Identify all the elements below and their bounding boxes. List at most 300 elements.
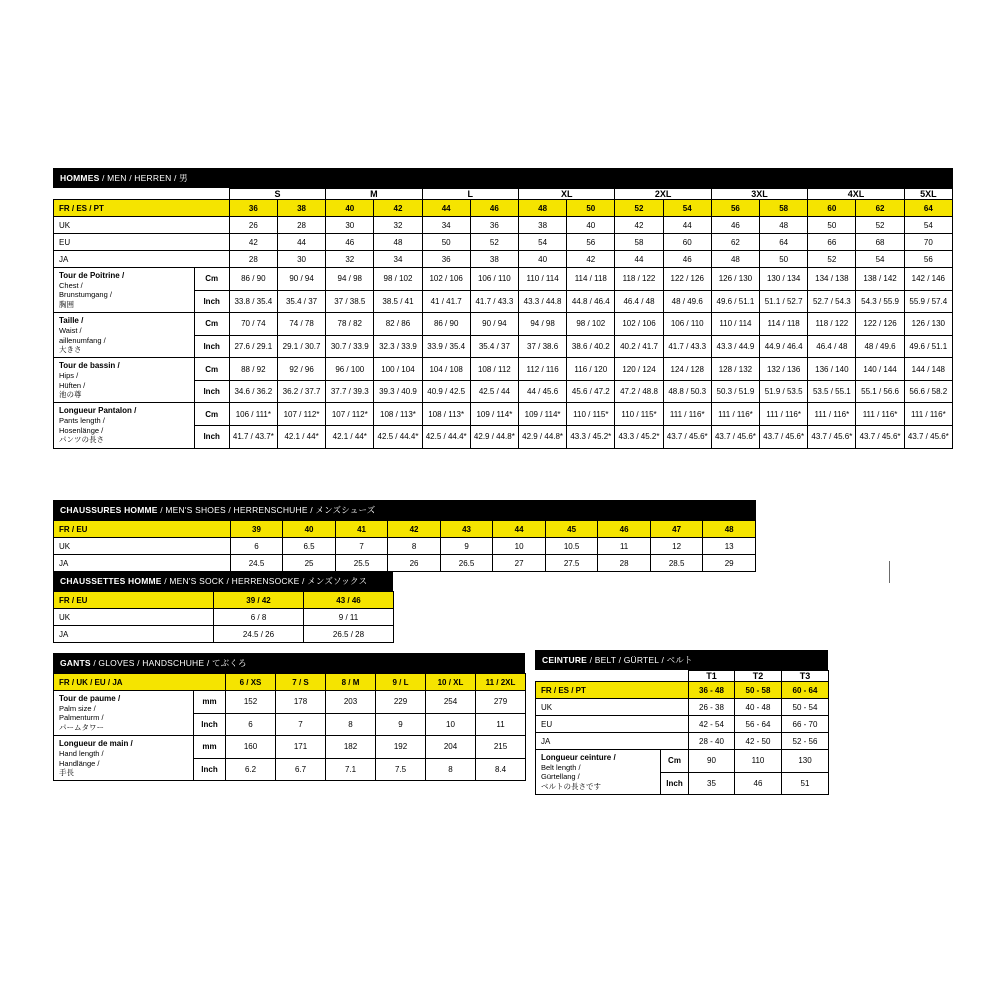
measure-line: Tour de paume / <box>59 694 121 703</box>
cell: 42.5 / 44 <box>470 380 518 403</box>
cell: 46 <box>663 251 711 268</box>
cell: 104 / 108 <box>422 358 470 381</box>
cell: 114 / 118 <box>760 313 808 336</box>
cell: 114 / 118 <box>567 268 615 291</box>
belt-column-t3: T3 <box>782 671 829 682</box>
cell: 6 / XS <box>226 674 276 691</box>
cell: 111 / 116* <box>808 403 856 426</box>
cell: 130 <box>782 750 829 773</box>
size-group-2xl: 2XL <box>615 189 711 200</box>
unit-mm: mm <box>194 736 226 759</box>
cell: 27.5 <box>545 555 598 572</box>
cell: 6 / 8 <box>214 609 304 626</box>
men-title-bold: HOMMES <box>60 173 100 183</box>
cell: 56 <box>711 200 759 217</box>
cell: 96 / 100 <box>326 358 374 381</box>
cell: 11 <box>476 713 526 736</box>
measure-label-belt-length <box>536 750 661 795</box>
cell: 39 <box>230 521 283 538</box>
cell: 112 / 116 <box>518 358 566 381</box>
cell: 43.7 / 45.6* <box>663 425 711 448</box>
measure-line: Tour de bassin / <box>59 361 120 371</box>
cell: 70 <box>904 234 952 251</box>
measure-line: Handlänge / <box>59 758 100 768</box>
gloves-size-table <box>53 673 526 781</box>
cell: 118 / 122 <box>615 268 663 291</box>
cell: 46 <box>735 772 782 795</box>
men-section-header <box>53 168 953 188</box>
cell: 94 / 98 <box>518 313 566 336</box>
row-label-uk: UK <box>54 538 231 555</box>
size-group-l: L <box>422 189 518 200</box>
cell: 6.7 <box>276 758 326 781</box>
cell: 40 <box>326 200 374 217</box>
cell: 42.1 / 44* <box>277 425 325 448</box>
row-label-gloves-sizes: FR / UK / EU / JA <box>54 674 226 691</box>
cell: 64 <box>904 200 952 217</box>
shoes-section-header <box>53 500 756 520</box>
cell: 30 <box>277 251 325 268</box>
spacer <box>54 189 195 200</box>
cell: 50 <box>808 217 856 234</box>
size-group-m: M <box>326 189 422 200</box>
measure-line: 胸囲 <box>59 299 74 309</box>
row-label-uk: UK <box>54 217 230 234</box>
cell: 110 / 115* <box>615 403 663 426</box>
cell: 110 <box>735 750 782 773</box>
cell: 54.3 / 55.9 <box>856 290 904 313</box>
cell: 138 / 142 <box>856 268 904 291</box>
measure-label-pants-length <box>54 403 195 448</box>
cell: 12 <box>650 538 703 555</box>
cell: 111 / 116* <box>760 403 808 426</box>
belt-title-bold: CEINTURE <box>542 655 588 665</box>
cell: 109 / 114* <box>470 403 518 426</box>
cell: 48 <box>703 521 756 538</box>
cell: 55.9 / 57.4 <box>904 290 952 313</box>
cell: 110 / 114 <box>518 268 566 291</box>
cell: 10 <box>493 538 546 555</box>
gloves-section <box>53 653 525 781</box>
measure-line: Hosenlänge / <box>59 425 104 435</box>
cell: 107 / 112* <box>326 403 374 426</box>
measure-line: ベルトの長さです <box>541 781 601 791</box>
cell: 38 <box>470 251 518 268</box>
cell: 37.7 / 39.3 <box>326 380 374 403</box>
cell: 7 <box>276 713 326 736</box>
cell: 30 <box>326 217 374 234</box>
socks-section-header <box>53 571 393 591</box>
cell: 45 <box>545 521 598 538</box>
size-group-3xl: 3XL <box>711 189 807 200</box>
cell: 44.8 / 46.4 <box>567 290 615 313</box>
cell: 46 <box>711 217 759 234</box>
cell: 48 / 49.6 <box>663 290 711 313</box>
measure-line: Gürtellang / <box>541 772 580 782</box>
cell: 66 - 70 <box>782 716 829 733</box>
cell: 52.7 / 54.3 <box>808 290 856 313</box>
cell: 36.2 / 37.7 <box>277 380 325 403</box>
row-label-ja: JA <box>54 555 231 572</box>
cell: 122 / 126 <box>856 313 904 336</box>
cell: 42 <box>567 251 615 268</box>
cell: 178 <box>276 691 326 714</box>
cell: 102 / 106 <box>422 268 470 291</box>
cell: 39.3 / 40.9 <box>374 380 422 403</box>
cell: 37 / 38.6 <box>518 335 566 358</box>
cell: 39 / 42 <box>214 592 304 609</box>
measure-line: Longueur Pantalon / <box>59 406 137 416</box>
cell: 28.5 <box>650 555 703 572</box>
cell: 34 <box>374 251 422 268</box>
cell: 43.7 / 45.6* <box>904 425 952 448</box>
cell: 204 <box>426 736 476 759</box>
table-row <box>54 358 953 381</box>
table-row <box>54 555 756 572</box>
cell: 49.6 / 51.1 <box>904 335 952 358</box>
unit-cm: Cm <box>194 268 229 291</box>
cell: 128 / 132 <box>711 358 759 381</box>
gloves-section-header <box>53 653 525 673</box>
cell: 48.8 / 50.3 <box>663 380 711 403</box>
cell: 43.7 / 45.6* <box>760 425 808 448</box>
cell: 116 / 120 <box>567 358 615 381</box>
table-row <box>54 674 526 691</box>
table-row <box>54 691 526 714</box>
cell: 51.9 / 53.5 <box>760 380 808 403</box>
measure-line: パームタワー <box>59 722 104 732</box>
cell: 74 / 78 <box>277 313 325 336</box>
cell: 254 <box>426 691 476 714</box>
table-row <box>54 268 953 291</box>
cell: 94 / 98 <box>326 268 374 291</box>
cell: 46 <box>326 234 374 251</box>
cell: 32 <box>374 217 422 234</box>
cell: 110 / 115* <box>567 403 615 426</box>
table-row <box>54 217 953 234</box>
size-group-4xl: 4XL <box>808 189 904 200</box>
socks-section <box>53 571 393 643</box>
spacer <box>536 671 661 682</box>
cell: 52 <box>856 217 904 234</box>
measure-line: Tour de Poitrine / <box>59 271 125 280</box>
cell: 30.7 / 33.9 <box>326 335 374 358</box>
cell: 6 <box>226 713 276 736</box>
cell: 43.3 / 45.2* <box>615 425 663 448</box>
cell: 106 / 110 <box>663 313 711 336</box>
row-label-fr-eu: FR / EU <box>54 521 231 538</box>
row-label-ja: JA <box>54 626 214 643</box>
size-group-s: S <box>229 189 325 200</box>
socks-size-table <box>53 591 394 643</box>
socks-title-bold: CHAUSSETTES HOMME <box>60 576 162 586</box>
belt-column-header-row <box>536 671 829 682</box>
cell: 10 / XL <box>426 674 476 691</box>
cell: 42 <box>374 200 422 217</box>
cell: 47 <box>650 521 703 538</box>
cell: 126 / 130 <box>711 268 759 291</box>
measure-label-chest <box>54 268 195 313</box>
table-row <box>536 750 829 773</box>
cell: 43.3 / 44.9 <box>711 335 759 358</box>
cell: 36 - 48 <box>689 682 735 699</box>
cell: 44 <box>663 217 711 234</box>
cell: 82 / 86 <box>374 313 422 336</box>
row-label-fr: FR / ES / PT <box>536 682 689 699</box>
cell: 26.5 / 28 <box>304 626 394 643</box>
measure-line: Longueur de main / <box>59 739 133 749</box>
measure-line: aillenumfang / <box>59 335 106 345</box>
cell: 111 / 116* <box>663 403 711 426</box>
cell: 144 / 148 <box>904 358 952 381</box>
cell: 41.7 / 43.7* <box>229 425 277 448</box>
page-mark <box>889 561 890 583</box>
row-label-uk: UK <box>536 699 689 716</box>
measure-line: パンツの長さ <box>59 435 104 445</box>
cell: 42.1 / 44* <box>326 425 374 448</box>
measure-line: Pants length / <box>59 416 105 426</box>
unit-cm: Cm <box>194 358 229 381</box>
cell: 36 <box>229 200 277 217</box>
measure-label-hips <box>54 358 195 403</box>
cell: 44 <box>493 521 546 538</box>
cell: 40.9 / 42.5 <box>422 380 470 403</box>
cell: 43.7 / 45.6* <box>808 425 856 448</box>
cell: 7 <box>335 538 388 555</box>
row-label-eu: EU <box>536 716 689 733</box>
cell: 50 <box>422 234 470 251</box>
cell: 28 - 40 <box>689 733 735 750</box>
cell: 29 <box>703 555 756 572</box>
cell: 108 / 112 <box>470 358 518 381</box>
measure-line: Palm size / <box>59 704 96 713</box>
cell: 26 <box>388 555 441 572</box>
table-row <box>536 716 829 733</box>
cell: 52 <box>615 200 663 217</box>
table-row <box>54 313 953 336</box>
table-row <box>54 200 953 217</box>
row-label-ja: JA <box>536 733 689 750</box>
row-label-fr-eu: FR / EU <box>54 592 214 609</box>
cell: 6.2 <box>226 758 276 781</box>
cell: 110 / 114 <box>711 313 759 336</box>
cell: 33.8 / 35.4 <box>229 290 277 313</box>
cell: 48 <box>518 200 566 217</box>
cell: 120 / 124 <box>615 358 663 381</box>
cell: 24.5 / 26 <box>214 626 304 643</box>
size-group-xl: XL <box>518 189 614 200</box>
cell: 106 / 111* <box>229 403 277 426</box>
cell: 9 <box>440 538 493 555</box>
cell: 29.1 / 30.7 <box>277 335 325 358</box>
cell: 51 <box>782 772 829 795</box>
cell: 44.9 / 46.4 <box>760 335 808 358</box>
cell: 9 <box>376 713 426 736</box>
cell: 50.3 / 51.9 <box>711 380 759 403</box>
unit-inch: Inch <box>194 425 229 448</box>
cell: 27 <box>493 555 546 572</box>
cell: 43.3 / 44.8 <box>518 290 566 313</box>
table-row <box>54 251 953 268</box>
cell: 130 / 134 <box>760 268 808 291</box>
cell: 88 / 92 <box>229 358 277 381</box>
row-label-uk: UK <box>54 609 214 626</box>
cell: 160 <box>226 736 276 759</box>
measure-line: Waist / <box>59 326 82 336</box>
cell: 48 <box>374 234 422 251</box>
cell: 38.5 / 41 <box>374 290 422 313</box>
cell: 26 <box>229 217 277 234</box>
cell: 42.9 / 44.8* <box>470 425 518 448</box>
cell: 48 / 49.6 <box>856 335 904 358</box>
cell: 42 - 54 <box>689 716 735 733</box>
spacer <box>661 671 689 682</box>
cell: 40 <box>518 251 566 268</box>
cell: 132 / 136 <box>760 358 808 381</box>
cell: 43 / 46 <box>304 592 394 609</box>
cell: 8 <box>326 713 376 736</box>
table-row <box>54 736 526 759</box>
cell: 279 <box>476 691 526 714</box>
measure-label-hand-length <box>54 736 194 781</box>
row-label-fr: FR / ES / PT <box>54 200 230 217</box>
measure-line: Hüften / <box>59 380 86 390</box>
cell: 108 / 113* <box>422 403 470 426</box>
cell: 43.7 / 45.6* <box>856 425 904 448</box>
measure-line: Palmenturm / <box>59 713 104 723</box>
cell: 34 <box>422 217 470 234</box>
cell: 182 <box>326 736 376 759</box>
cell: 46.4 / 48 <box>615 290 663 313</box>
shoes-size-table <box>53 520 756 572</box>
cell: 8.4 <box>476 758 526 781</box>
size-group-5xl: 5XL <box>904 189 952 200</box>
unit-cm: Cm <box>661 750 689 773</box>
unit-inch: Inch <box>661 772 689 795</box>
cell: 26.5 <box>440 555 493 572</box>
cell: 49.6 / 51.1 <box>711 290 759 313</box>
cell: 56.6 / 58.2 <box>904 380 952 403</box>
cell: 27.6 / 29.1 <box>229 335 277 358</box>
cell: 46.4 / 48 <box>808 335 856 358</box>
table-row <box>54 403 953 426</box>
unit-cm: Cm <box>194 403 229 426</box>
cell: 40.2 / 41.7 <box>615 335 663 358</box>
gloves-title-rest: / GLOVES / HANDSCHUHE / てぶくろ <box>93 658 247 668</box>
belt-section <box>535 650 828 795</box>
measure-line: Brunstumgang / <box>59 290 112 300</box>
row-label-eu: EU <box>54 234 230 251</box>
cell: 43.3 / 45.2* <box>567 425 615 448</box>
cell: 66 <box>808 234 856 251</box>
measure-line: Hand length / <box>59 749 104 759</box>
cell: 122 / 126 <box>663 268 711 291</box>
cell: 40 <box>567 217 615 234</box>
cell: 26 - 38 <box>689 699 735 716</box>
measure-label-palm-size <box>54 691 194 736</box>
cell: 118 / 122 <box>808 313 856 336</box>
measure-line: 大きさ <box>59 344 82 354</box>
socks-title-rest: / MEN'S SOCK / HERRENSOCKE / メンズソックス <box>164 576 368 586</box>
table-row <box>536 733 829 750</box>
cell: 42.9 / 44.8* <box>518 425 566 448</box>
cell: 60 <box>663 234 711 251</box>
cell: 52 <box>470 234 518 251</box>
cell: 70 / 74 <box>229 313 277 336</box>
cell: 35 <box>689 772 735 795</box>
men-size-group-row <box>54 189 953 200</box>
cell: 111 / 116* <box>856 403 904 426</box>
cell: 111 / 116* <box>904 403 952 426</box>
cell: 42.5 / 44.4* <box>374 425 422 448</box>
cell: 7.1 <box>326 758 376 781</box>
cell: 43.7 / 45.6* <box>711 425 759 448</box>
cell: 41.7 / 43.3 <box>663 335 711 358</box>
cell: 108 / 113* <box>374 403 422 426</box>
cell: 11 <box>598 538 651 555</box>
cell: 111 / 116* <box>711 403 759 426</box>
cell: 55.1 / 56.6 <box>856 380 904 403</box>
cell: 106 / 110 <box>470 268 518 291</box>
cell: 68 <box>856 234 904 251</box>
cell: 53.5 / 55.1 <box>808 380 856 403</box>
measure-label-waist <box>54 313 195 358</box>
cell: 215 <box>476 736 526 759</box>
cell: 43 <box>440 521 493 538</box>
cell: 36 <box>470 217 518 234</box>
cell: 136 / 140 <box>808 358 856 381</box>
cell: 7.5 <box>376 758 426 781</box>
table-row <box>54 234 953 251</box>
shoes-title-rest: / MEN'S SHOES / HERRENSCHUHE / メンズシューズ <box>160 505 376 515</box>
cell: 7 / S <box>276 674 326 691</box>
cell: 60 - 64 <box>782 682 829 699</box>
cell: 134 / 138 <box>808 268 856 291</box>
measure-line: Belt length / <box>541 763 581 772</box>
cell: 98 / 102 <box>567 313 615 336</box>
measure-line: 手長 <box>59 767 74 777</box>
cell: 48 <box>760 217 808 234</box>
belt-section-header <box>535 650 828 670</box>
spacer <box>194 189 229 200</box>
unit-inch: Inch <box>194 713 226 736</box>
cell: 34.6 / 36.2 <box>229 380 277 403</box>
cell: 42 <box>388 521 441 538</box>
cell: 54 <box>856 251 904 268</box>
unit-inch: Inch <box>194 335 229 358</box>
table-row <box>54 521 756 538</box>
table-row <box>54 538 756 555</box>
unit-inch: Inch <box>194 380 229 403</box>
cell: 107 / 112* <box>277 403 325 426</box>
cell: 28 <box>598 555 651 572</box>
gloves-title-bold: GANTS <box>60 658 91 668</box>
cell: 33.9 / 35.4 <box>422 335 470 358</box>
cell: 54 <box>904 217 952 234</box>
cell: 13 <box>703 538 756 555</box>
cell: 50 - 58 <box>735 682 782 699</box>
measure-line: Taille / <box>59 316 84 326</box>
cell: 90 / 94 <box>277 268 325 291</box>
cell: 24.5 <box>230 555 283 572</box>
cell: 86 / 90 <box>229 268 277 291</box>
cell: 42.5 / 44.4* <box>422 425 470 448</box>
cell: 92 / 96 <box>277 358 325 381</box>
measure-line: Chest / <box>59 281 83 290</box>
cell: 109 / 114* <box>518 403 566 426</box>
cell: 8 <box>426 758 476 781</box>
cell: 60 <box>808 200 856 217</box>
